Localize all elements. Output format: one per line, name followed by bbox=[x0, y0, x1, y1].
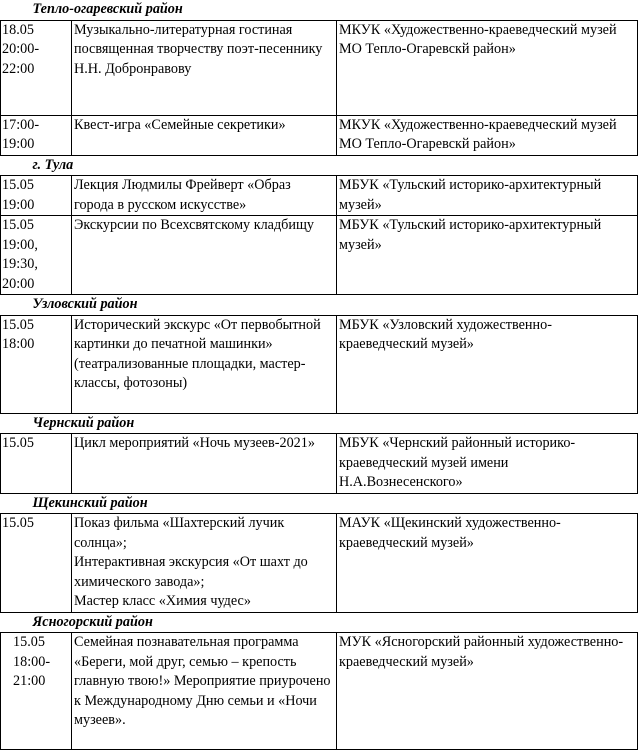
event-date: 18.05 20:00- 22:00 bbox=[1, 20, 72, 115]
section-header bbox=[1, 155, 638, 176]
event-venue: МАУК «Щекинский художественно-краеведческий музей» bbox=[337, 514, 638, 613]
event-venue: МКУК «Художественно-краеведческий музей МО Тепло-Огаревскй район» bbox=[337, 115, 638, 155]
event-description: Показ фильма «Шахтерский лучик солнца»; Интерактивная экскурсия «От шахт до химического завода»; Мастер класс «Химия чудес» bbox=[72, 514, 337, 613]
table-row bbox=[1, 633, 638, 750]
table-row bbox=[1, 20, 638, 115]
event-description: Музыкально-литературная гостиная посвященная творчеству поэт-песеннику Н.Н. Добронравову bbox=[72, 20, 337, 115]
section-header bbox=[1, 612, 638, 633]
section-header bbox=[1, 295, 638, 316]
event-venue: МБУК «Чернский районный историко-краеведческий музей имени Н.А.Вознесенского» bbox=[337, 434, 638, 494]
event-description: Лекция Людмилы Фрейверт «Образ города в русском искусстве» bbox=[72, 176, 337, 216]
event-date: 15.05 bbox=[1, 434, 72, 494]
event-description: Семейная познавательная программа «Береги, мой друг, семью – крепость главную твою!» Мероприятие приурочено к Международному Дню семьи и «Ночи музеев». bbox=[72, 633, 337, 750]
section-header bbox=[1, 413, 638, 434]
section-header bbox=[1, 493, 638, 514]
table-row bbox=[1, 176, 638, 216]
table-row bbox=[1, 434, 638, 494]
event-venue: МБУК «Тульский историко-архитектурный музей» bbox=[337, 216, 638, 295]
event-venue: МКУК «Художественно-краеведческий музей МО Тепло-Огаревскй район» bbox=[337, 20, 638, 115]
event-description: Исторический экскурс «От первобытной картинки до печатной машинки» (театрализованные площадки, мастер-классы, фотозоны) bbox=[72, 315, 337, 413]
event-date: 17:00- 19:00 bbox=[1, 115, 72, 155]
table-row bbox=[1, 216, 638, 295]
event-date: 15.05 18:00 bbox=[1, 315, 72, 413]
event-date: 15.05 bbox=[1, 514, 72, 613]
table-row bbox=[1, 315, 638, 413]
table-row bbox=[1, 115, 638, 155]
table-row bbox=[1, 514, 638, 613]
section-title: Тепло-огаревский район bbox=[1, 0, 638, 20]
section-title: Чернский район bbox=[1, 413, 638, 434]
section-header bbox=[1, 0, 638, 20]
event-description: Квест-игра «Семейные секретики» bbox=[72, 115, 337, 155]
section-title: г. Тула bbox=[1, 155, 638, 176]
section-title: Ясногорский район bbox=[1, 612, 638, 633]
event-date: 15.05 19:00, 19:30, 20:00 bbox=[1, 216, 72, 295]
event-description: Экскурсии по Всехсвятскому кладбищу bbox=[72, 216, 337, 295]
event-date: 15.05 18:00- 21:00 bbox=[1, 633, 72, 750]
event-venue: МБУК «Тульский историко-архитектурный музей» bbox=[337, 176, 638, 216]
event-description: Цикл мероприятий «Ночь музеев-2021» bbox=[72, 434, 337, 494]
event-date: 15.05 19:00 bbox=[1, 176, 72, 216]
section-title: Щекинский район bbox=[1, 493, 638, 514]
event-venue: МБУК «Узловский художественно-краеведческий музей» bbox=[337, 315, 638, 413]
event-venue: МУК «Ясногорский районный художественно-краеведческий музей» bbox=[337, 633, 638, 750]
section-title: Узловский район bbox=[1, 295, 638, 316]
